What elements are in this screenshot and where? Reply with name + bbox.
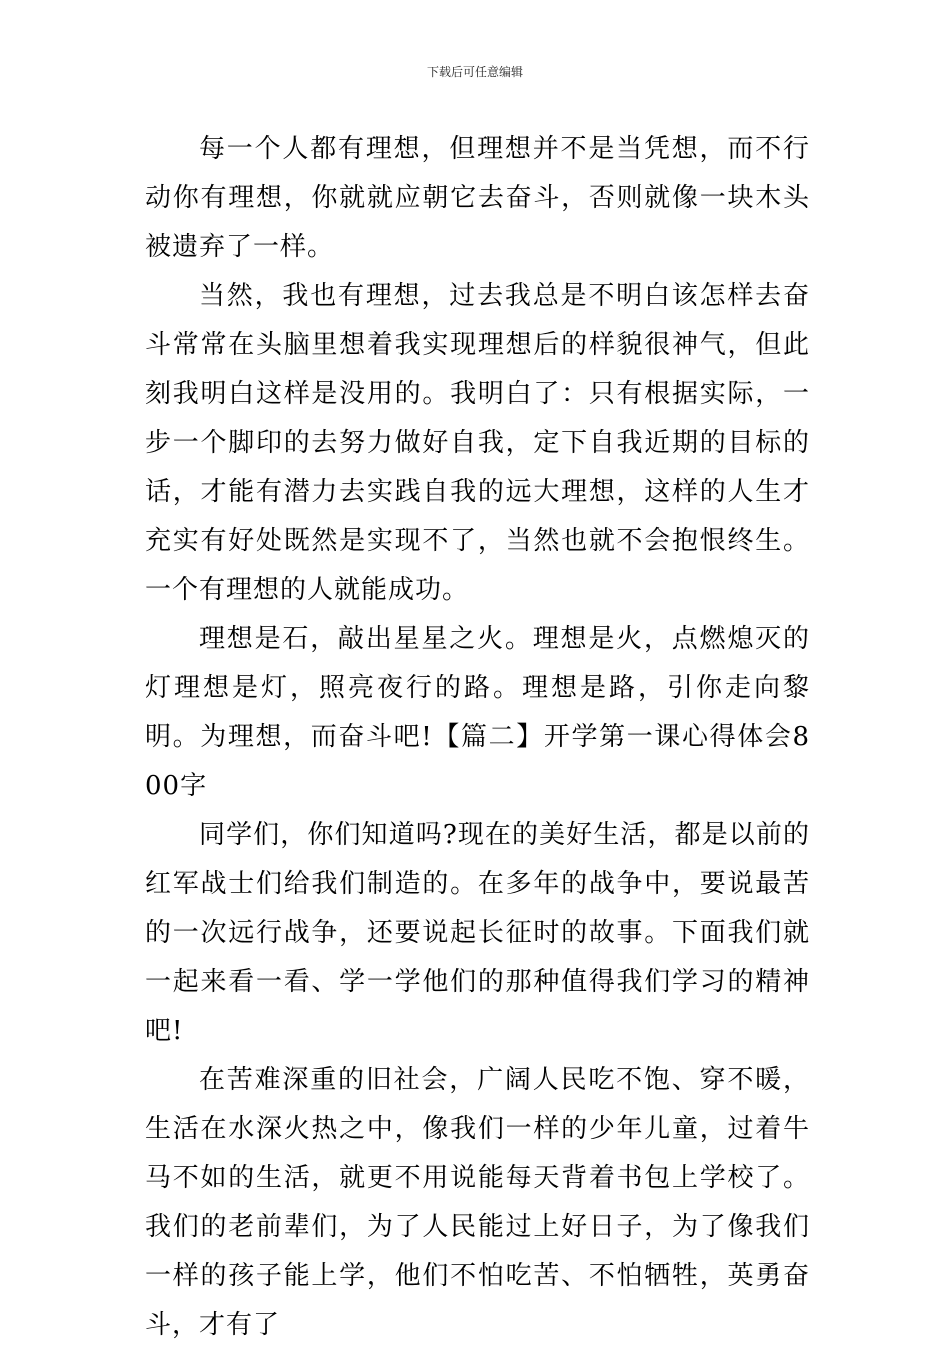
document-body (145, 125, 810, 1350)
paragraph-long-march: 同学们，你们知道吗?现在的美好生活，都是以前的红军战士们给我们制造的。在多年的战争中，要说最苦的一次远行战争，还要说起长征时的故事。下面我们就一起来看一看、学一学他们的那种值得我们学习的精神吧! (145, 820, 810, 1046)
header-note: 下载后可任意编辑 (426, 65, 523, 79)
paragraph-ideal-metaphor: 理想是石，敲出星星之火。理想是火，点燃熄灭的灯理想是灯，照亮夜行的路。理想是路，引你走向黎明。为理想，而奋斗吧!【篇二】开学第一课心得体会800字 (145, 624, 810, 801)
paragraph-ideal-intro: 每一个人都有理想，但理想并不是当凭想，而不行动你有理想，你就就应朝它去奋斗，否则就像一块木头被遗弃了一样。 (145, 134, 810, 262)
paragraph-old-society: 在苦难深重的旧社会，广阔人民吃不饱、穿不暖，生活在水深火热之中，像我们一样的少年儿童，过着牛马不如的生活，就更不用说能每天背着书包上学校了。我们的老前辈们，为了人民能过上好日子，为了像我们一样的孩子能上学，他们不怕吃苦、不怕牺牲，英勇奋斗，才有了 (145, 1065, 810, 1340)
paragraph-my-ideal: 当然，我也有理想，过去我总是不明白该怎样去奋斗常常在头脑里想着我实现理想后的样貌很神气，但此刻我明白这样是没用的。我明白了：只有根据实际，一步一个脚印的去努力做好自我，定下自我近期的目标的话，才能有潜力去实践自我的远大理想，这样的人生才充实有好处既然是实现不了，当然也就不会抱恨终生。一个有理想的人就能成功。 (145, 281, 810, 605)
